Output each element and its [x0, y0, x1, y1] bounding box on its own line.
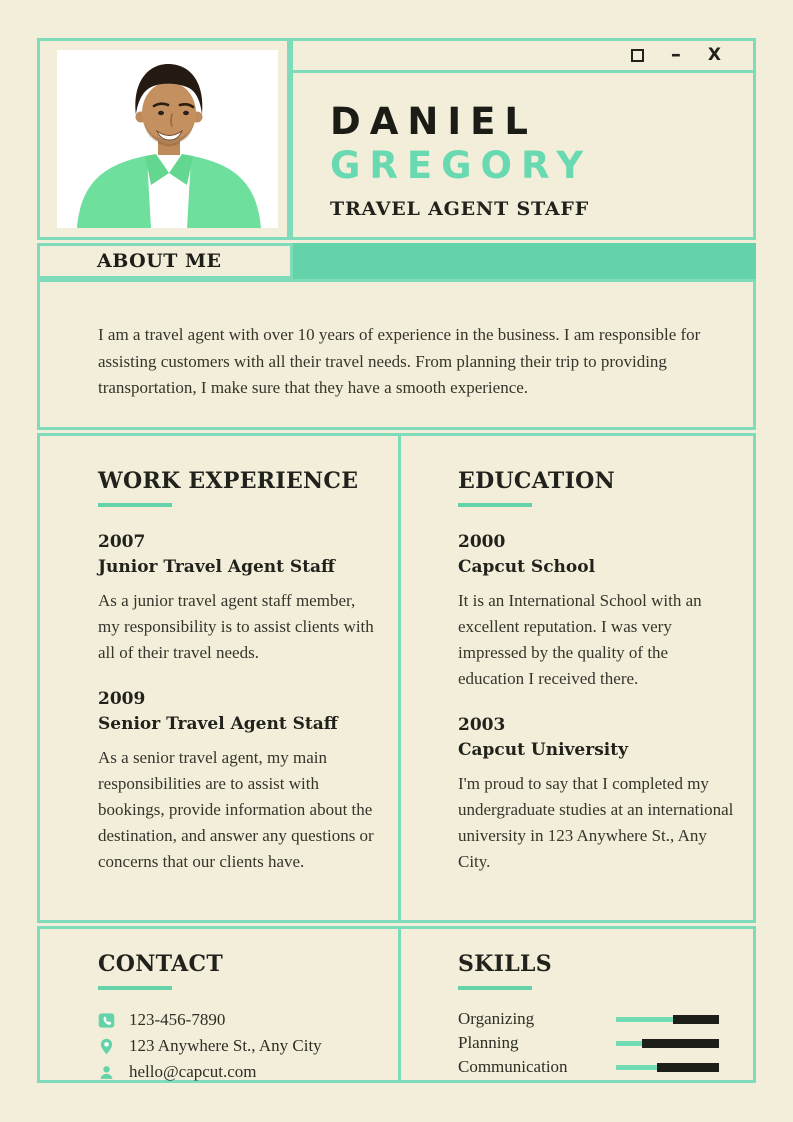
about-text: I am a travel agent with over 10 years of experience in the business. I am responsible for assisting customers with all their travel needs. From planning their trip to providing transportation, I make sure that they have a smooth experience. [98, 325, 701, 397]
education-entry-title: Capcut School [458, 557, 596, 577]
work-entry [98, 530, 378, 666]
skills-list [458, 1007, 719, 1079]
education-entry-description: It is an International School with an excellent reputation. I was very impressed by the quality of the education I received there. [458, 591, 702, 688]
close-icon[interactable]: X [707, 45, 721, 65]
skill-bar-remainder [673, 1015, 719, 1024]
skill-bar-remainder [657, 1063, 719, 1072]
work-entry-year: 2007 [98, 532, 146, 552]
skill-bar-filled [616, 1017, 673, 1022]
education-entry [458, 530, 735, 692]
education-entry-year: 2000 [458, 532, 506, 552]
contact-list [98, 1007, 378, 1085]
address-value: 123 Anywhere St., Any City [129, 1036, 322, 1055]
skill-row [458, 1055, 719, 1079]
skill-bar [616, 1015, 719, 1024]
last-name: GREGORY [330, 143, 593, 187]
person-icon [98, 1064, 115, 1081]
education-entry-title: Capcut University [458, 740, 628, 760]
work-experience-heading: WORK EXPERIENCE [98, 468, 359, 494]
work-entry-description: As a senior travel agent, my main responsibilities are to assist with bookings, provide information about the destination, and answer any questions or concerns that our clients have. [98, 748, 374, 871]
heading-underline [98, 986, 172, 990]
skill-label: Planning [458, 1033, 519, 1052]
about-heading [37, 243, 293, 279]
about-section [37, 279, 756, 430]
heading-underline [98, 503, 172, 507]
about-accent-bar [293, 243, 756, 279]
skill-bar [616, 1063, 719, 1072]
about-heading-label: ABOUT ME [97, 250, 222, 272]
phone-icon [98, 1012, 115, 1029]
skill-label: Organizing [458, 1009, 535, 1028]
skill-bar-filled [616, 1065, 657, 1070]
contact-heading: CONTACT [98, 951, 224, 977]
minimize-icon[interactable]: – [670, 41, 681, 66]
email-value: hello@capcut.com [129, 1062, 257, 1081]
education-heading: EDUCATION [458, 468, 616, 494]
skill-row [458, 1007, 719, 1031]
heading-underline [458, 503, 532, 507]
heading-underline [458, 986, 532, 990]
contact-row-email [98, 1059, 378, 1085]
education-entry-year: 2003 [458, 715, 506, 735]
work-entry-title: Senior Travel Agent Staff [98, 714, 338, 734]
work-entry-title: Junior Travel Agent Staff [98, 557, 336, 577]
skill-row [458, 1031, 719, 1055]
contact-row-address [98, 1033, 378, 1059]
work-entry-description: As a junior travel agent staff member, my responsibility is to assist clients with all of their travel needs. [98, 591, 374, 662]
job-title: TRAVEL AGENT STAFF [330, 198, 589, 221]
skills-section [398, 926, 756, 1083]
education-entry [458, 713, 735, 875]
skill-bar-remainder [642, 1039, 719, 1048]
skill-bar [616, 1039, 719, 1048]
skill-label: Communication [458, 1057, 568, 1076]
education-entry-description: I'm proud to say that I completed my undergraduate studies at an international university in 123 Anywhere St., Any City. [458, 774, 734, 871]
contact-section [37, 926, 401, 1083]
portrait-illustration [57, 50, 278, 228]
photo-panel [37, 38, 290, 240]
work-entry-year: 2009 [98, 689, 146, 709]
window-controls-bar [290, 38, 756, 73]
profile-photo [57, 50, 278, 228]
phone-value: 123-456-7890 [129, 1010, 226, 1029]
name-panel [290, 70, 756, 240]
skill-bar-filled [616, 1041, 642, 1046]
skills-heading: SKILLS [458, 951, 552, 977]
location-icon [98, 1038, 115, 1055]
work-experience-section [37, 433, 401, 923]
work-entry [98, 687, 378, 875]
contact-row-phone [98, 1007, 378, 1033]
first-name: DANIEL [330, 100, 537, 143]
maximize-icon[interactable] [631, 49, 644, 62]
education-section [398, 433, 756, 923]
